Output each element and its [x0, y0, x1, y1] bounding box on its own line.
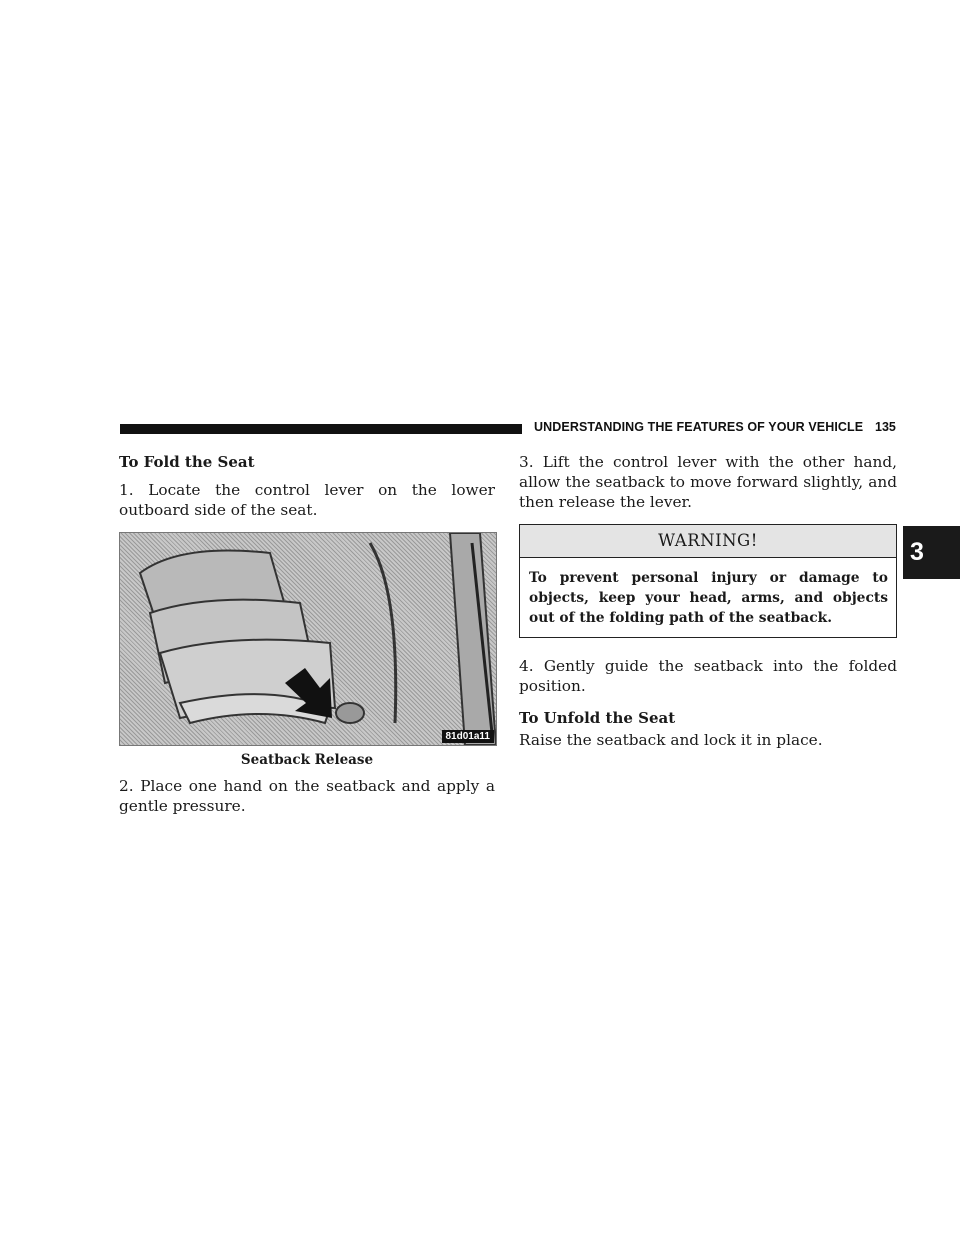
right-column [519, 452, 897, 762]
seat-illustration [120, 533, 496, 745]
step-4: 4. Gently guide the seatback into the folded position. [519, 657, 897, 695]
left-column [119, 452, 495, 828]
seatback-release-figure [119, 532, 497, 746]
warning-box [519, 524, 897, 638]
chapter-tab [903, 526, 960, 579]
header-rule [120, 424, 522, 434]
section-heading-unfold: To Unfold the Seat [519, 709, 676, 727]
header-title: UNDERSTANDING THE FEATURES OF YOUR VEHICLE [534, 420, 864, 434]
step-1: 1. Locate the control lever on the lower outboard side of the seat. [119, 481, 495, 519]
warning-text: To prevent personal injury or damage to objects, keep your head, arms, and objects out of the folding path of the seatback. [529, 570, 888, 626]
section-heading-fold: To Fold the Seat [119, 453, 255, 471]
figure-caption: Seatback Release [240, 752, 374, 768]
step-3: 3. Lift the control lever with the other hand, allow the seatback to move forward slightly, and then release the lever. [519, 453, 897, 511]
unfold-text: Raise the seatback and lock it in place. [519, 731, 823, 749]
chapter-number: 3 [910, 538, 924, 566]
warning-title: WARNING! [520, 525, 896, 558]
step-2: 2. Place one hand on the seatback and apply a gentle pressure. [119, 777, 495, 815]
page-number: 135 [875, 420, 896, 434]
figure-code: 81d01a11 [442, 730, 495, 743]
